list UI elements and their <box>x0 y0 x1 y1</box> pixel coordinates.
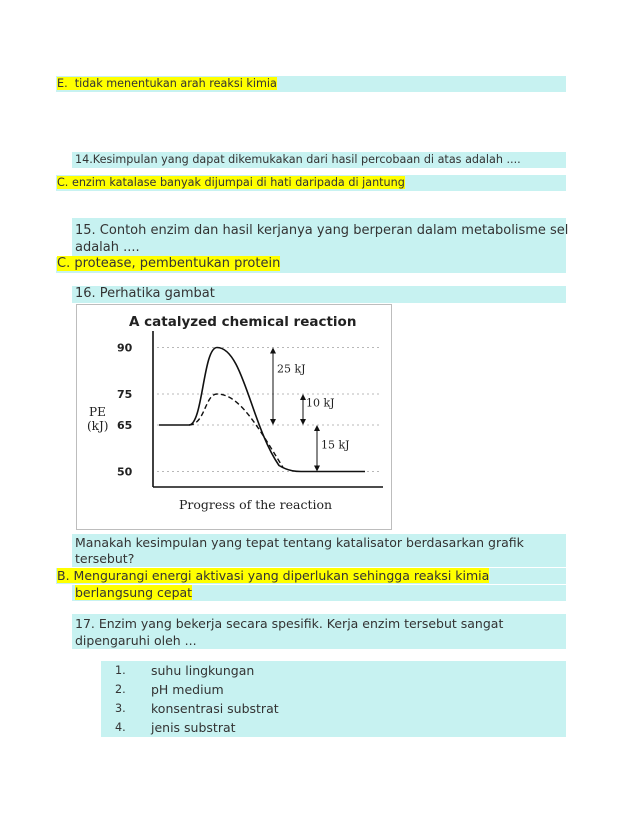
option-item <box>101 719 566 738</box>
option-item <box>101 681 566 700</box>
answer-text: tidak menentukan arah reaksi kimia <box>74 77 277 90</box>
reaction-energy-figure <box>76 304 392 530</box>
answer-text: enzim katalase banyak dijumpai di hati daripada di jantung <box>71 176 405 189</box>
option-number: 4. <box>115 721 126 734</box>
energy-diagram <box>77 305 391 529</box>
answer-text: protease, pembentukan protein <box>74 256 281 271</box>
question-17-line2: dipengaruhi oleh ... <box>75 633 197 648</box>
chart-title: A catalyzed chemical reaction <box>129 314 357 330</box>
answer-letter: E. <box>57 77 68 90</box>
answer-text-cont: berlangsung cepat <box>75 585 193 600</box>
y-tick-label: 90 <box>117 341 133 355</box>
y-tick-label: 50 <box>117 465 133 479</box>
y-tick-label: 75 <box>117 388 133 401</box>
answer-letter: B. <box>57 568 70 583</box>
answer-row-16-line2 <box>75 585 192 600</box>
answer-text: Mengurangi energi aktivasi yang diperlukan sehingga reaksi kimia <box>73 568 490 583</box>
answer-row-14-text <box>57 176 405 189</box>
energy-annotation-label: 10 kJ <box>306 396 335 410</box>
energy-arrows <box>270 348 350 472</box>
option-number: 3. <box>115 702 126 715</box>
catalyzed-curve <box>189 394 283 468</box>
options-17-list <box>101 662 566 738</box>
option-text: pH medium <box>151 682 224 697</box>
question-17-line1: 17. Enzim yang bekerja secara spesifik. Kerja enzim tersebut sangat <box>75 616 504 631</box>
arrow-head-down <box>270 419 276 425</box>
option-text: konsentrasi substrat <box>151 701 279 716</box>
gridlines <box>157 348 381 472</box>
prompt-16-line2: tersebut? <box>75 551 135 566</box>
arrow-head-down <box>300 419 306 425</box>
energy-annotation-label: 25 kJ <box>277 362 306 376</box>
question-14: 14.Kesimpulan yang dapat dikemukakan dari hasil percobaan di atas adalah .... <box>75 153 521 166</box>
answer-letter: C. <box>57 256 71 271</box>
option-text: jenis substrat <box>151 720 236 735</box>
option-item <box>101 662 566 681</box>
uncatalyzed-curve <box>159 348 365 472</box>
y-tick-label: 65 <box>117 419 133 432</box>
y-axis-label-line1: PE <box>89 405 106 419</box>
x-axis-label: Progress of the reaction <box>179 497 333 512</box>
answer-row-15-text <box>57 256 280 271</box>
question-15-line1: 15. Contoh enzim dan hasil kerjanya yang berperan dalam metabolisme sel <box>75 223 569 238</box>
answer-row-13-text <box>57 77 277 90</box>
answer-letter: C. <box>57 176 69 189</box>
option-number: 2. <box>115 683 126 696</box>
energy-annotation-label: 15 kJ <box>321 438 350 452</box>
option-number: 1. <box>115 664 126 677</box>
arrow-head-up <box>314 425 320 431</box>
question-16: 16. Perhatika gambat <box>75 286 215 301</box>
y-tick-labels <box>117 342 133 479</box>
arrow-head-down <box>314 466 320 472</box>
question-15-line2: adalah .... <box>75 240 140 255</box>
option-text: suhu lingkungan <box>151 663 255 678</box>
answer-row-16-line1 <box>57 568 489 583</box>
prompt-16-line1: Manakah kesimpulan yang tepat tentang katalisator berdasarkan grafik <box>75 535 524 550</box>
option-item <box>101 700 566 719</box>
arrow-head-up <box>270 348 276 354</box>
y-axis-label-line2: (kJ) <box>87 419 109 433</box>
